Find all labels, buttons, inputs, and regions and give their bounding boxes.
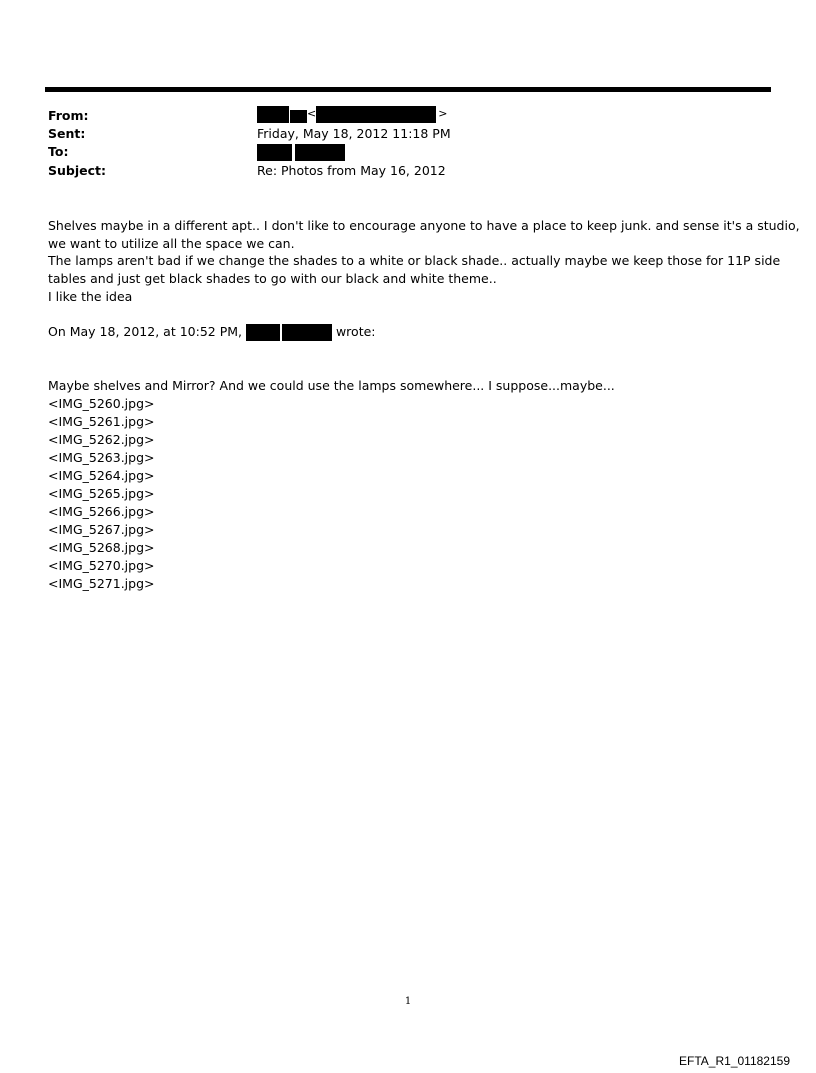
from-label: From: [48, 108, 89, 123]
to-label: To: [48, 144, 69, 159]
subject-label: Subject: [48, 163, 106, 178]
redaction-block [316, 106, 436, 123]
attachment-item: <IMG_5265.jpg> [48, 486, 155, 501]
body-line: I like the idea [48, 289, 133, 304]
attachment-item: <IMG_5261.jpg> [48, 414, 155, 429]
attachment-item: <IMG_5270.jpg> [48, 558, 155, 573]
sent-label: Sent: [48, 126, 86, 141]
attachment-item: <IMG_5267.jpg> [48, 522, 155, 537]
quoted-message: Maybe shelves and Mirror? And we could use the lamps somewhere... I suppose...maybe... [48, 378, 615, 393]
body-line: tables and just get black shades to go with our black and white theme.. [48, 271, 497, 286]
body-line: The lamps aren't bad if we change the shades to a white or black shade.. actually maybe we keep those for 11P side [48, 253, 781, 268]
subject-value: Re: Photos from May 16, 2012 [257, 163, 446, 178]
redaction-block [295, 144, 345, 161]
redaction-block [257, 106, 289, 123]
page-number: 1 [404, 996, 412, 1007]
attachment-item: <IMG_5260.jpg> [48, 396, 155, 411]
from-email-close: > [438, 107, 448, 120]
attachment-item: <IMG_5264.jpg> [48, 468, 155, 483]
from-value [257, 106, 447, 123]
attachment-item: <IMG_5262.jpg> [48, 432, 155, 447]
attachment-item: <IMG_5271.jpg> [48, 576, 155, 591]
body-line: Shelves maybe in a different apt.. I don't like to encourage anyone to have a place to keep junk. and sense it's a studio, [48, 218, 800, 233]
redaction-block [257, 144, 292, 161]
body-line: we want to utilize all the space we can. [48, 236, 295, 251]
quote-suffix: wrote: [335, 324, 376, 339]
redaction-block [246, 324, 280, 341]
document-id: EFTA_R1_01182159 [679, 1054, 790, 1068]
quote-attribution [48, 323, 376, 341]
sent-value: Friday, May 18, 2012 11:18 PM [257, 126, 451, 141]
attachment-item: <IMG_5263.jpg> [48, 450, 155, 465]
attachment-item: <IMG_5268.jpg> [48, 540, 155, 555]
from-email-open: < [307, 107, 317, 120]
header-divider [45, 87, 771, 92]
attachment-item: <IMG_5266.jpg> [48, 504, 155, 519]
redaction-block [290, 110, 307, 123]
redaction-block [282, 324, 332, 341]
to-value [257, 144, 345, 161]
quote-prefix: On May 18, 2012, at 10:52 PM, [48, 324, 242, 339]
